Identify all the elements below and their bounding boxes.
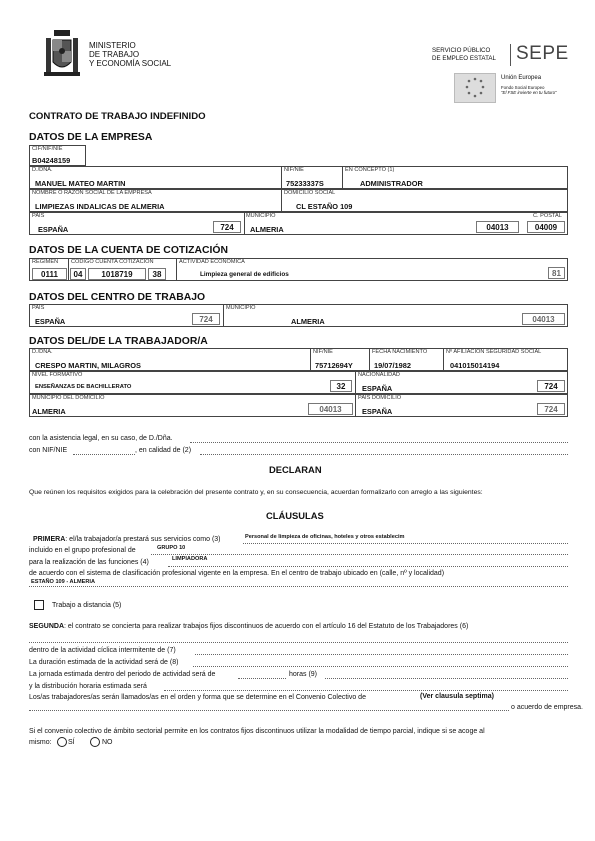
sepe-logo: SEPE — [516, 43, 569, 64]
primera-dots — [243, 543, 568, 544]
clasificacion-line: de acuerdo con el sistema de clasificación profesional vigente en la empresa. En el centro de trabajo ubicado en (calle, nº y localidad) — [29, 570, 445, 577]
ministry-line-2: DE TRABAJO — [89, 50, 140, 59]
codigo-part-3: 38 — [148, 268, 166, 280]
primera-line — [33, 536, 221, 543]
sepe-divider — [510, 44, 511, 66]
cotizacion-row — [29, 258, 568, 281]
eu-title: Unión Europea — [501, 75, 542, 81]
codigo-part-1: 04 — [70, 268, 86, 280]
asistencia-dots-2 — [73, 454, 135, 455]
trabajador-municipio-code: 04013 — [308, 403, 353, 415]
empresa-cp-value: 04009 — [527, 221, 565, 233]
trabajador-nacionalidad-label: NACIONALIDAD — [358, 372, 400, 378]
funciones-dots — [168, 566, 568, 567]
empresa-municipio-code: 04013 — [476, 221, 519, 233]
trabajador-pais-label: PAÍS DOMICILIO — [358, 395, 402, 401]
funciones-line: para la realización de las funciones (4) — [29, 559, 149, 566]
duracion-line: La duración estimada de la actividad será de (8) — [29, 659, 179, 666]
empresa-dona-label: D./DÑA. — [32, 167, 53, 173]
sepe-name — [432, 47, 496, 63]
trabajador-nivel-value: ENSEÑANZAS DE BACHILLERATO — [35, 384, 132, 390]
eu-line-2: "El FSE invierte en tu futuro" — [501, 90, 557, 95]
trabajador-nacimiento-value: 19/07/1982 — [374, 361, 411, 370]
trabajador-nivel-label: NIVEL FORMATIVO — [32, 372, 83, 378]
government-seal — [40, 28, 84, 84]
ciclica-dots — [195, 654, 568, 655]
trabajador-dona-label: D./DÑA. — [32, 349, 53, 355]
trabajador-nif-label: NIF/NIE — [313, 349, 333, 355]
jornada-dots-2 — [325, 678, 568, 679]
centro-municipio-value: ALMERIA — [291, 317, 325, 326]
trabajador-nif-value: 75712694Y — [315, 361, 353, 370]
empresa-cp-label: C. POSTAL — [533, 213, 562, 219]
convenio-line2 — [29, 739, 52, 746]
centro-pais-label: PAÍS — [32, 305, 45, 311]
eu-line-1: Fondo Social Europeo — [501, 85, 545, 90]
empresa-razon-value: LIMPIEZAS INDALICAS DE ALMERIA — [35, 202, 165, 211]
acuerdo-line: o acuerdo de empresa. — [511, 704, 583, 711]
trabajador-afiliacion-value: 041015014194 — [450, 361, 500, 370]
section-trabajador-title: DATOS DEL/DE LA TRABAJADOR/A — [29, 336, 208, 347]
actividad-label: ACTIVIDAD ECONÓMICA — [179, 259, 245, 265]
distribucion-dots — [164, 690, 568, 691]
empresa-razon-label: NOMBRE O RAZÓN SOCIAL DE LA EMPRESA — [32, 190, 152, 196]
centro-row — [29, 304, 568, 327]
duracion-dots — [193, 666, 568, 667]
radio-no-label: NO — [102, 739, 113, 746]
funciones-value: LIMPIADORA — [172, 556, 208, 562]
sepe-line-1: SERVICIO PÚBLICO — [432, 47, 491, 54]
trabajador-row1 — [29, 348, 568, 371]
llamados-line: Los/as trabajadores/as serán llamados/as en el orden y forma que se determine en el Convenio Colectivo de — [29, 694, 366, 701]
convenio-line1: Si el convenio colectivo de ámbito sectorial permite en los contratos fijos discontinuos utilizar la modalidad de tiempo parcial, indique si se acoge al — [29, 728, 485, 735]
empresa-concepto-value: ADMINISTRADOR — [360, 179, 423, 188]
ministry-line-1: MINISTERIO — [89, 41, 136, 50]
empresa-municipio-label: MUNICIPIO — [246, 213, 276, 219]
llamados-dots — [29, 710, 509, 711]
codigo-label: CÓDIGO CUENTA COTIZACIÓN — [71, 259, 154, 265]
centro-dots — [29, 586, 568, 587]
clausulas-title: CLÁUSULAS — [266, 510, 324, 521]
empresa-municipio-value: ALMERIA — [250, 225, 284, 234]
empresa-row1 — [29, 166, 568, 189]
jornada-dots-1 — [238, 678, 286, 679]
segunda-text: : el contrato se concierta para realizar trabajos fijos discontinuos de acuerdo con el artículo 16 del Estatuto de los Trabajadores (6) — [64, 623, 469, 630]
cif-value: B04248159 — [32, 156, 71, 165]
empresa-domicilio-value: CL ESTAÑO 109 — [296, 202, 353, 211]
asistencia-line2-b: , en calidad de (2) — [135, 447, 192, 454]
section-empresa-title: DATOS DE LA EMPRESA — [29, 132, 153, 143]
asistencia-line2-a: con NIF/NIE — [29, 447, 68, 454]
segunda-line — [29, 623, 468, 630]
segunda-dots — [29, 642, 568, 643]
empresa-cif-cell — [29, 145, 86, 166]
trabajador-nacionalidad-value: ESPAÑA — [362, 384, 393, 393]
primera-text: : el/la trabajador/a prestará sus servicios como (3) — [65, 536, 221, 543]
trabajador-afiliacion-label: Nº AFILIACIÓN SEGURIDAD SOCIAL — [446, 349, 542, 355]
trabajador-municipio-label: MUNICIPIO DEL DOMICILIO — [32, 395, 105, 401]
centro-pais-code: 724 — [192, 313, 220, 325]
empresa-pais-label: PAÍS — [32, 213, 45, 219]
grupo-value: GRUPO 10 — [157, 545, 186, 551]
sepe-line-2: DE EMPLEO ESTATAL — [432, 55, 496, 62]
primera-label: PRIMERA — [33, 536, 66, 543]
trabajador-pais-value: ESPAÑA — [362, 407, 393, 416]
distancia-checkbox[interactable] — [34, 600, 44, 610]
centro-municipio-code: 04013 — [522, 313, 565, 325]
empresa-pais-value: ESPAÑA — [38, 225, 69, 234]
codigo-part-2: 1018719 — [88, 268, 146, 280]
cif-label: CIF/NIF/NIE — [32, 146, 63, 152]
jornada-line-b: horas (9) — [289, 671, 318, 678]
distribucion-line: y la distribución horaria estimada será — [29, 683, 147, 690]
radio-no[interactable] — [90, 737, 100, 747]
declaran-title: DECLARAN — [269, 464, 322, 475]
section-cotizacion-title: DATOS DE LA CUENTA DE COTIZACIÓN — [29, 245, 228, 256]
section-centro-title: DATOS DEL CENTRO DE TRABAJO — [29, 292, 206, 303]
document-title: CONTRATO DE TRABAJO INDEFINIDO — [29, 111, 206, 122]
empresa-domicilio-label: DOMICILIO SOCIAL — [284, 190, 336, 196]
regimen-value: 0111 — [32, 268, 67, 280]
llamados-value: (Ver clausula septima) — [420, 693, 494, 700]
centro-value: ESTAÑO 109 - ALMERIA — [31, 579, 96, 585]
asistencia-dots-3 — [200, 454, 568, 455]
declaran-text: Que reúnen los requisitos exigidos para la celebración del presente contrato y, en su consecuencia, acuerdan formalizarlo con arreglo a las siguientes: — [29, 489, 483, 496]
empresa-nif-label: NIF/NIE — [284, 167, 304, 173]
empresa-row2 — [29, 189, 568, 212]
trabajador-row3 — [29, 394, 568, 417]
trabajador-municipio-value: ALMERIA — [32, 407, 66, 416]
ministry-line-3: Y ECONOMÍA SOCIAL — [89, 59, 172, 68]
centro-pais-value: ESPAÑA — [35, 317, 66, 326]
grupo-dots — [151, 554, 568, 555]
empresa-dona-value: MANUEL MATEO MARTIN — [35, 179, 126, 188]
trabajador-row2 — [29, 371, 568, 394]
trabajador-nacimiento-label: FECHA NACIMIENTO — [372, 349, 428, 355]
centro-municipio-label: MUNICIPIO — [226, 305, 256, 311]
ministry-name — [89, 41, 171, 68]
trabajador-nacionalidad-code: 724 — [537, 380, 565, 392]
jornada-line-a: La jornada estimada dentro del periodo de actividad será de — [29, 671, 216, 678]
asistencia-line1: con la asistencia legal, en su caso, de D./Dña. — [29, 435, 173, 442]
trabajador-pais-code: 724 — [537, 403, 565, 415]
actividad-code: 81 — [548, 267, 565, 279]
eu-flag-icon — [454, 73, 496, 103]
empresa-row3 — [29, 212, 568, 235]
radio-si-label: SÍ — [68, 739, 75, 746]
empresa-concepto-label: EN CONCEPTO (1) — [345, 167, 395, 173]
segunda-label: SEGUNDA — [29, 623, 65, 630]
distancia-label: Trabajo a distancia (5) — [52, 602, 122, 609]
radio-si[interactable] — [57, 737, 67, 747]
actividad-value: Limpieza general de edificios — [200, 271, 289, 278]
trabajador-dona-value: CRESPO MARTIN, MILAGROS — [35, 361, 141, 370]
regimen-label: RÉGIMEN — [32, 259, 59, 265]
empresa-nif-value: 75233337S — [286, 179, 324, 188]
asistencia-dots-1 — [190, 442, 568, 443]
empresa-pais-code: 724 — [213, 221, 241, 233]
primera-value: Personal de limpieza de oficinas, hoteles y otros establecim — [245, 534, 405, 540]
grupo-line: incluido en el grupo profesional de — [29, 547, 136, 554]
eu-text — [501, 75, 557, 95]
trabajador-nivel-code: 32 — [330, 380, 352, 392]
convenio-mismo-label: mismo: — [29, 739, 52, 746]
ciclica-line: dentro de la actividad cíclica intermitente de (7) — [29, 647, 176, 654]
